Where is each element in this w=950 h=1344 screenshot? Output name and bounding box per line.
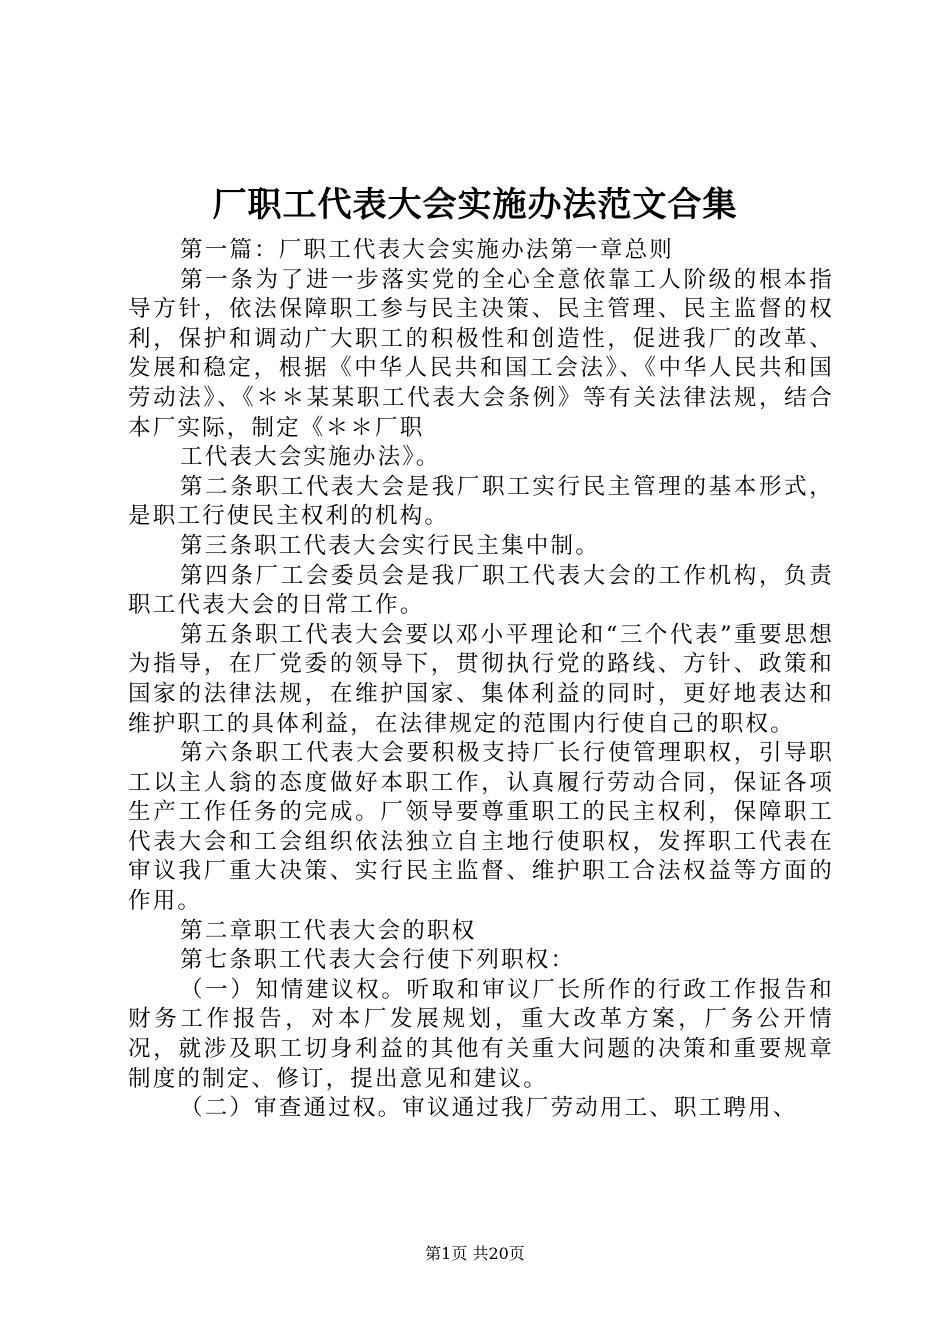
paragraph-article-1: 第一条为了进一步落实党的全心全意依靠工人阶级的根本指导方针，依法保障职工参与民主决策、民主管理、民主监督的权利，保护和调动广大职工的积极性和创造性，促进我厂的改革、发展和稳定，根据《中华人民共和国工会法》、《中华人民共和国劳动法》、《＊＊某某职工代表大会条例》等有关法律法规，结合本厂实际，制定《＊＊厂职 (128, 266, 834, 441)
paragraph-article-3: 第三条职工代表大会实行民主集中制。 (180, 532, 600, 559)
page-footer: 第1页 共20页 (425, 1244, 525, 1263)
paragraph-heading-part-one: 第一篇：厂职工代表大会实施办法第一章总则 (180, 237, 675, 263)
document-body (128, 236, 834, 1124)
paragraph-article-6: 第六条职工代表大会要积极支持厂长行使管理职权，引导职工以主人翁的态度做好本职工作，认真履行劳动合同，保证各项生产工作任务的完成。厂领导要尊重职工的民主权利，保障职工代表大会和工会组织依法独立自主地行使职权，发挥职工代表在审议我厂重大决策、实行民主监督、维护职工合法权益等方面的作用。 (128, 740, 834, 915)
paragraph-article-5: 第五条职工代表大会要以邓小平理论和“三个代表”重要思想为指导，在厂党委的领导下，贯彻执行党的路线、方针、政策和国家的法律法规，在维护国家、集体利益的同时，更好地表达和维护职工的具体利益，在法律规定的范围内行使自己的职权。 (128, 621, 834, 737)
paragraph-chapter-2-heading: 第二章职工代表大会的职权 (180, 917, 477, 944)
document-title: 厂职工代表大会实施办法范文合集 (212, 185, 738, 225)
paragraph-article-7: 第七条职工代表大会行使下列职权： (180, 947, 576, 974)
paragraph-item-1: （一）知情建议权。听取和审议厂长所作的行政工作报告和财务工作报告，对本厂发展规划，重大改革方案，厂务公开情况，就涉及职工切身利益的其他有关重大问题的决策和重要规章制度的制定、修订，提出意见和建议。 (128, 976, 834, 1092)
paragraph-item-2: （二）审查通过权。审议通过我厂劳动用工、职工聘用、 (180, 1095, 798, 1122)
paragraph-article-4: 第四条厂工会委员会是我厂职工代表大会的工作机构，负责职工代表大会的日常工作。 (128, 562, 834, 619)
paragraph-article-2: 第二条职工代表大会是我厂职工实行民主管理的基本形式，是职工行使民主权利的机构。 (128, 473, 834, 530)
paragraph-article-1-continued: 工代表大会实施办法》。 (180, 444, 441, 471)
